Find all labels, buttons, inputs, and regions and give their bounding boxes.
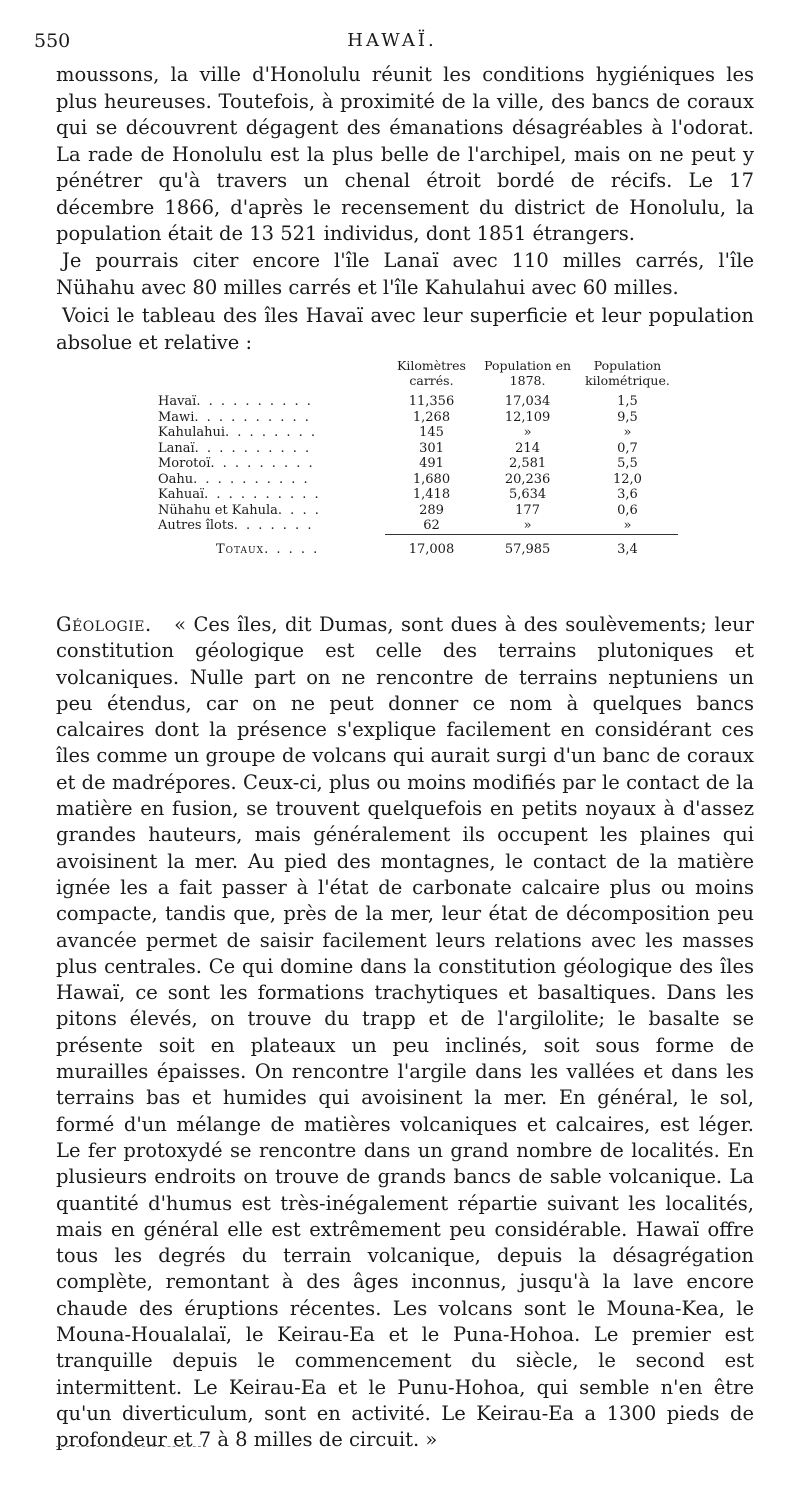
island-name: Oahu xyxy=(158,471,194,487)
island-name: Mawi xyxy=(158,409,195,425)
leader-dots: . . . . . . . . . . xyxy=(196,394,313,409)
paragraph-honolulu: moussons, la ville d'Honolulu réunit les conditions hygiéniques les plus heureuses. Toutefois, à proximité de la ville, des bancs de coraux qui se découvrent dégagent des émanations désagréables à l'odorat. La rade de Honolulu est la plus belle de l'archipel, mais on ne peut y pénétrer qu'à travers un chenal étroit bordé de récifs. Le 17 décembre 1866, d'après le recensement du district de Honolulu, la population était de 13 521 individus, dont 1851 étrangers. xyxy=(56,63,754,245)
km-cell: 62 xyxy=(423,518,440,533)
island-name: Autres îlots xyxy=(158,518,234,534)
population-cell: 12,109 xyxy=(504,409,551,425)
population-cell: » xyxy=(523,425,532,440)
paragraph-other-islands: Je pourrais citer encore l'île Lanaï avec 110 milles carrés, l'île Nühahu avec 80 milles carrés et l'île Kahulahui avec 60 milles. xyxy=(56,249,754,299)
island-name: Kahuaï xyxy=(158,487,205,502)
leader-dots: . . . . . . . . . . xyxy=(194,409,311,425)
table-header-density: Population kilométrique. xyxy=(585,358,670,388)
total-density-cell: 3,4 xyxy=(577,534,678,558)
table-total-row xyxy=(158,534,678,558)
leader-dots: . . . . . . . . . . xyxy=(194,440,312,456)
island-name: Kahulahui xyxy=(158,425,226,440)
km-cell: 1,418 xyxy=(412,487,451,502)
population-cell: » xyxy=(523,518,532,533)
paragraph-table-intro: Voici le tableau des îles Havaï avec leur superficie et leur population absolue et relative : xyxy=(56,304,754,354)
island-name: Nühahu et Kahula xyxy=(158,502,278,518)
leader-dots: . . . . . . . . . xyxy=(210,456,315,471)
footer-rule xyxy=(56,1446,206,1447)
table-header-row xyxy=(158,358,678,394)
population-cell: 20,236 xyxy=(504,471,551,487)
density-cell: 12,0 xyxy=(612,471,642,487)
page-header xyxy=(34,30,750,60)
density-cell: 0,7 xyxy=(617,440,638,456)
density-cell: 3,6 xyxy=(617,487,638,502)
table-row xyxy=(158,410,678,426)
island-name: Havaï xyxy=(158,394,197,409)
km-cell: 1,680 xyxy=(412,471,451,487)
table-row xyxy=(158,487,678,503)
leader-dots: . . . . . xyxy=(264,542,320,557)
population-cell: 177 xyxy=(515,502,540,518)
density-cell: 5,5 xyxy=(617,456,638,471)
total-km-cell: 17,008 xyxy=(385,534,479,558)
km-cell: 145 xyxy=(419,425,444,440)
leader-dots: . . . . . . . . . . xyxy=(204,487,321,502)
density-cell: 0,6 xyxy=(617,502,638,518)
km-cell: 301 xyxy=(419,440,444,456)
km-cell: 11,356 xyxy=(408,394,455,409)
leader-dots: . . . . . . . . . . xyxy=(193,471,310,487)
table-row xyxy=(158,518,678,534)
geology-heading: Géologie. xyxy=(56,613,152,636)
leader-dots: . . . . . . . . xyxy=(225,425,318,440)
paragraph-geology xyxy=(56,612,754,1454)
density-cell: 9,5 xyxy=(617,409,638,425)
running-title: HAWAÏ. xyxy=(347,30,437,51)
total-population-cell: 57,985 xyxy=(478,534,577,558)
page-number: 550 xyxy=(34,30,71,52)
table-row xyxy=(158,441,678,457)
leader-dots: . . . . . . . xyxy=(233,518,314,534)
population-cell: 5,634 xyxy=(508,487,547,502)
table-row xyxy=(158,425,678,441)
table-row xyxy=(158,394,678,410)
population-cell: 17,034 xyxy=(504,394,551,409)
geology-text: « Ces îles, dit Dumas, sont dues à des soulèvements; leur constitution géologique est celle des terrains plutoniques et volcaniques. Nulle part on ne rencontre de terrains neptuniens un peu étendus, car on ne peut donner ce nom à quelques bancs calcaires dont la présence s'explique facilement en considérant ces îles comme un groupe de volcans qui aurait surgi d'un banc de coraux et de madrépores. Ceux-ci, plus ou moins modifiés par le contact de la matière en fusion, se trouvent quelquefois en petits noyaux à d'assez grandes hauteurs, mais généralement ils occupent les plaines qui avoisinent la mer. Au pied des montagnes, le contact de la matière ignée les a fait passer à l'état de carbonate calcaire plus ou moins compacte, tandis que, près de la mer, leur état de décomposition peu avancée permet de saisir facilement leurs relations avec les masses plus centrales. Ce qui domine dans la constitution géologique des îles Hawaï, ce sont les formations trachytiques et basaltiques. Dans les pitons élevés, on trouve du trapp et de l'argilolite; le basalte se présente soit en plateaux un peu inclinés, soit sous forme de murailles épaisses. On rencontre l'argile dans les vallées et dans les terrains bas et humides qui avoisinent la mer. En général, le sol, formé d'un mélange de matières volcaniques et calcaires, est léger. Le fer protoxydé se rencontre dans un grand nombre de localités. En plusieurs endroits on trouve de grands bancs de sable volcanique. La quantité d'humus est très-inégalement répartie suivant les localités, mais en général elle est extrêmement peu considérable. Hawaï offre tous les degrés du terrain volcanique, depuis la désagrégation complète, remontant à des âges inconnus, jusqu'à la lave encore chaude des éruptions récentes. Les volcans sont le Mouna-Kea, le Mouna-Houalalaï, le Keirau-Ea et le Puna-Hohoa. Le premier est tranquille depuis le commencement du siècle, le second est intermittent. Le Keirau-Ea et le Punu-Hohoa, qui semble n'en être qu'un diverticulum, sont en activité. Le Keirau-Ea a 1300 pieds de profondeur et 7 à 8 milles de circuit. » xyxy=(56,613,754,1452)
island-name: Morotoï xyxy=(158,456,211,471)
table-row xyxy=(158,472,678,488)
population-cell: 214 xyxy=(515,440,540,456)
island-name: Lanaï xyxy=(158,440,195,456)
table-header-blank xyxy=(158,358,385,394)
table-row xyxy=(158,503,678,519)
density-cell: 1,5 xyxy=(617,394,638,409)
density-cell: » xyxy=(623,425,632,440)
total-label: Totaux xyxy=(216,542,265,557)
leader-dots: . . . . xyxy=(277,502,321,518)
population-table xyxy=(158,358,678,558)
table-header-population: Population en 1878. xyxy=(484,358,572,388)
table-row xyxy=(158,456,678,472)
density-cell: » xyxy=(623,518,632,533)
population-cell: 2,581 xyxy=(508,456,547,471)
table-header-km: Kilomètres carrés. xyxy=(397,358,466,388)
km-cell: 1,268 xyxy=(412,409,451,425)
km-cell: 491 xyxy=(419,456,444,471)
km-cell: 289 xyxy=(419,502,444,518)
